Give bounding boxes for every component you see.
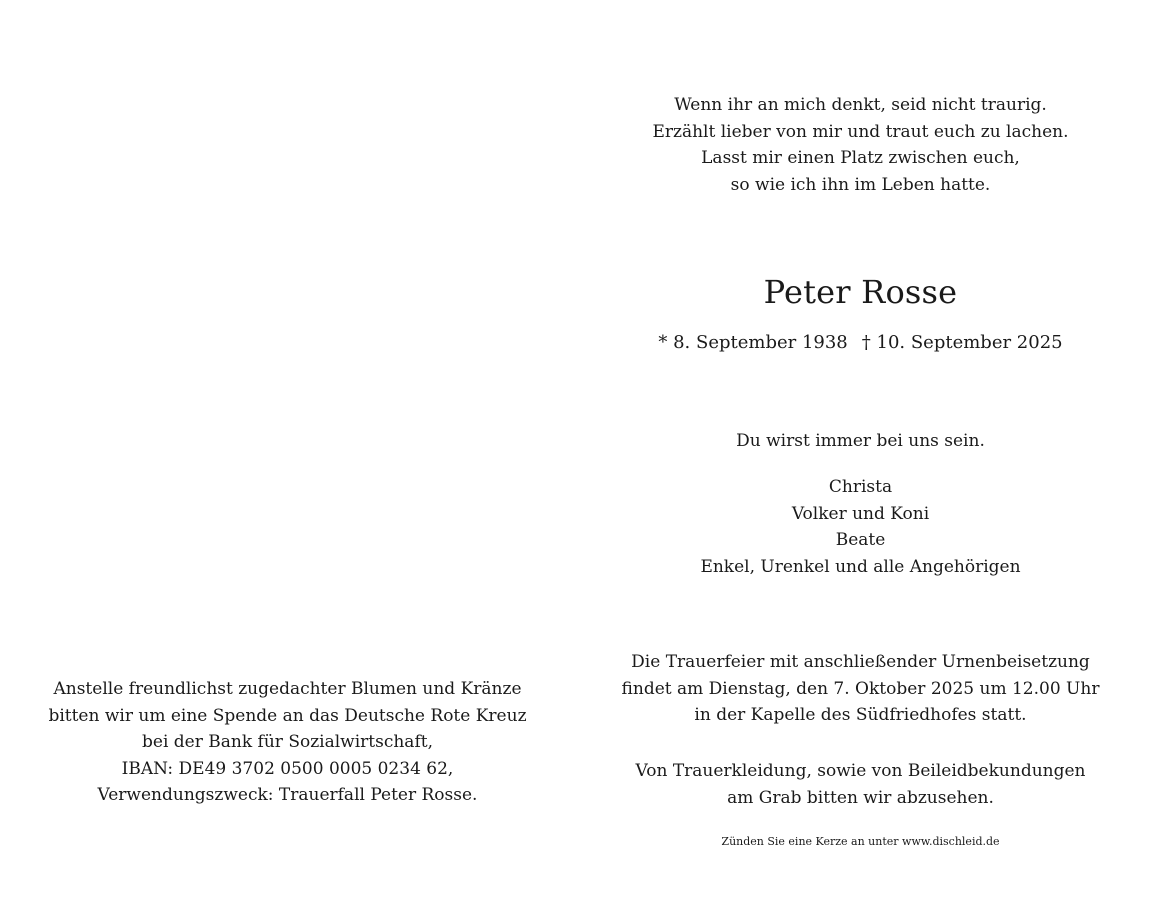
donation-iban: IBAN: DE49 3702 0500 0005 0234 62, <box>121 758 454 779</box>
mourner-name: Beate <box>835 530 886 550</box>
candle-note-text: Zünden Sie eine Kerze an unter www.dischleid.de <box>721 835 1000 848</box>
poem-line: Lasst mir einen Platz zwischen euch, <box>701 148 1020 168</box>
donation-line: Anstelle freundlichst zugedachter Blumen und Kränze <box>53 679 522 699</box>
deceased-name-text: Peter Rosse <box>763 273 958 311</box>
ceremony-notice <box>573 649 1148 729</box>
ceremony-line: findet am Dienstag, den 7. Oktober 2025 um 12.00 Uhr <box>621 678 1100 699</box>
life-dates <box>573 330 1148 357</box>
ceremony-line: Die Trauerfeier mit anschließender Urnenbeisetzung <box>631 652 1090 672</box>
mourner-name: Enkel, Urenkel und alle Angehörigen <box>700 556 1021 577</box>
right-page <box>575 0 1150 900</box>
donation-line: bei der Bank für Sozialwirtschaft, <box>142 732 433 752</box>
deceased-name <box>573 270 1148 314</box>
poem-line: Erzählt lieber von mir und traut euch zu lachen. <box>652 121 1069 142</box>
mourners-list <box>573 474 1148 580</box>
mourner-name: Christa <box>828 477 893 497</box>
donation-line: bitten wir um eine Spende an das Deutsche Rote Kreuz <box>48 705 527 726</box>
attire-line: Von Trauerkleidung, sowie von Beileidbekundungen <box>635 761 1086 781</box>
mourner-name: Volker und Koni <box>791 503 930 524</box>
attire-line: am Grab bitten wir abzusehen. <box>727 787 994 808</box>
farewell-text: Du wirst immer bei uns sein. <box>736 431 985 451</box>
birth-date: * 8. September 1938 <box>658 332 848 353</box>
death-date: † 10. September 2025 <box>861 332 1063 353</box>
donation-notice <box>0 676 575 809</box>
attire-notice <box>573 758 1148 811</box>
candle-note <box>573 834 1148 850</box>
life-dates-line <box>573 330 1148 357</box>
poem-line: so wie ich ihn im Leben hatte. <box>730 174 991 195</box>
donation-line: Verwendungszweck: Trauerfall Peter Rosse. <box>97 785 478 805</box>
ceremony-line: in der Kapelle des Südfriedhofes statt. <box>694 705 1027 725</box>
poem-line: Wenn ihr an mich denkt, seid nicht traurig. <box>674 95 1047 115</box>
farewell-line <box>573 428 1148 455</box>
poem <box>573 92 1148 198</box>
